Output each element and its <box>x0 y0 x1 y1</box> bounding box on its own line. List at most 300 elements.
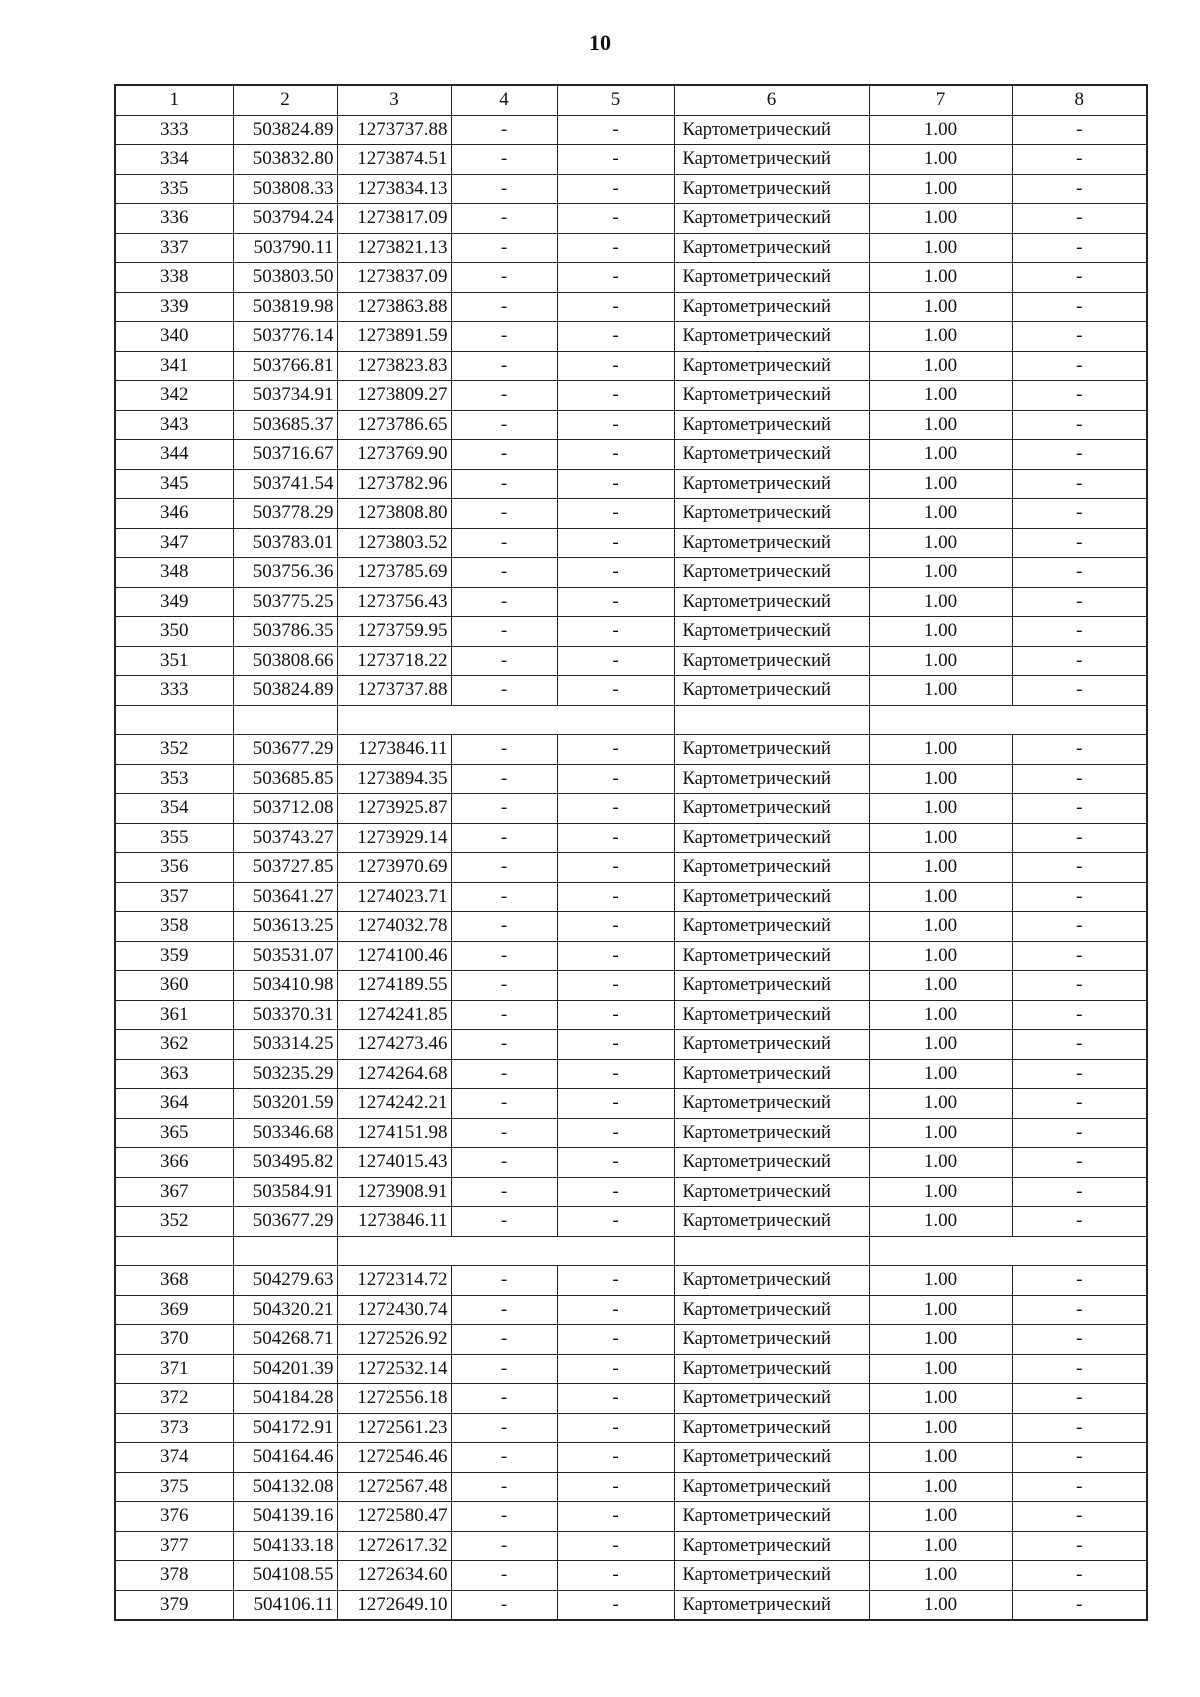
y-coordinate-cell: 1273785.69 <box>337 558 451 588</box>
col5-cell: - <box>557 499 674 529</box>
col8-cell: - <box>1012 1443 1147 1473</box>
method-cell: Картометрический <box>674 115 869 145</box>
col5-cell: - <box>557 823 674 853</box>
empty-cell <box>337 1236 674 1266</box>
point-number-cell: 374 <box>115 1443 233 1473</box>
method-cell: Картометрический <box>674 410 869 440</box>
method-cell: Картометрический <box>674 912 869 942</box>
col8-cell: - <box>1012 1118 1147 1148</box>
table-row <box>115 322 1147 352</box>
point-number-cell: 340 <box>115 322 233 352</box>
empty-cell <box>674 705 869 735</box>
col4-cell: - <box>451 882 557 912</box>
accuracy-cell: 1.00 <box>869 941 1012 971</box>
col4-cell: - <box>451 764 557 794</box>
point-number-cell: 378 <box>115 1561 233 1591</box>
column-header: 2 <box>233 85 337 115</box>
separator-row <box>115 1236 1147 1266</box>
table-row <box>115 853 1147 883</box>
table-row <box>115 499 1147 529</box>
method-cell: Картометрический <box>674 1207 869 1237</box>
col4-cell: - <box>451 1472 557 1502</box>
point-number-cell: 352 <box>115 1207 233 1237</box>
x-coordinate-cell: 503794.24 <box>233 204 337 234</box>
method-cell: Картометрический <box>674 1561 869 1591</box>
col8-cell: - <box>1012 115 1147 145</box>
col8-cell: - <box>1012 1502 1147 1532</box>
method-cell: Картометрический <box>674 1413 869 1443</box>
point-number-cell: 364 <box>115 1089 233 1119</box>
empty-cell <box>337 705 674 735</box>
accuracy-cell: 1.00 <box>869 558 1012 588</box>
method-cell: Картометрический <box>674 381 869 411</box>
y-coordinate-cell: 1273894.35 <box>337 764 451 794</box>
method-cell: Картометрический <box>674 1472 869 1502</box>
table-row <box>115 1443 1147 1473</box>
col4-cell: - <box>451 351 557 381</box>
accuracy-cell: 1.00 <box>869 1590 1012 1620</box>
col5-cell: - <box>557 1266 674 1296</box>
column-header: 4 <box>451 85 557 115</box>
table-row <box>115 1354 1147 1384</box>
col5-cell: - <box>557 1413 674 1443</box>
x-coordinate-cell: 503235.29 <box>233 1059 337 1089</box>
point-number-cell: 337 <box>115 233 233 263</box>
empty-cell <box>869 705 1147 735</box>
table-row <box>115 1561 1147 1591</box>
accuracy-cell: 1.00 <box>869 735 1012 765</box>
table-row <box>115 115 1147 145</box>
col8-cell: - <box>1012 1266 1147 1296</box>
table-row <box>115 263 1147 293</box>
method-cell: Картометрический <box>674 971 869 1001</box>
col8-cell: - <box>1012 1207 1147 1237</box>
y-coordinate-cell: 1273821.13 <box>337 233 451 263</box>
col8-cell: - <box>1012 587 1147 617</box>
empty-cell <box>869 1236 1147 1266</box>
x-coordinate-cell: 503410.98 <box>233 971 337 1001</box>
x-coordinate-cell: 504172.91 <box>233 1413 337 1443</box>
point-number-cell: 344 <box>115 440 233 470</box>
table-body <box>115 115 1147 1620</box>
method-cell: Картометрический <box>674 322 869 352</box>
x-coordinate-cell: 503370.31 <box>233 1000 337 1030</box>
col8-cell: - <box>1012 1590 1147 1620</box>
point-number-cell: 359 <box>115 941 233 971</box>
col5-cell: - <box>557 115 674 145</box>
y-coordinate-cell: 1273808.80 <box>337 499 451 529</box>
x-coordinate-cell: 503716.67 <box>233 440 337 470</box>
col4-cell: - <box>451 292 557 322</box>
accuracy-cell: 1.00 <box>869 1325 1012 1355</box>
point-number-cell: 362 <box>115 1030 233 1060</box>
col5-cell: - <box>557 263 674 293</box>
method-cell: Картометрический <box>674 351 869 381</box>
method-cell: Картометрический <box>674 735 869 765</box>
col4-cell: - <box>451 115 557 145</box>
x-coordinate-cell: 503778.29 <box>233 499 337 529</box>
col8-cell: - <box>1012 292 1147 322</box>
y-coordinate-cell: 1272580.47 <box>337 1502 451 1532</box>
col5-cell: - <box>557 1354 674 1384</box>
x-coordinate-cell: 503495.82 <box>233 1148 337 1178</box>
method-cell: Картометрический <box>674 499 869 529</box>
col8-cell: - <box>1012 263 1147 293</box>
y-coordinate-cell: 1274241.85 <box>337 1000 451 1030</box>
col5-cell: - <box>557 941 674 971</box>
column-header: 3 <box>337 85 451 115</box>
y-coordinate-cell: 1274273.46 <box>337 1030 451 1060</box>
x-coordinate-cell: 503741.54 <box>233 469 337 499</box>
point-number-cell: 339 <box>115 292 233 322</box>
accuracy-cell: 1.00 <box>869 853 1012 883</box>
col5-cell: - <box>557 174 674 204</box>
y-coordinate-cell: 1273925.87 <box>337 794 451 824</box>
method-cell: Картометрический <box>674 853 869 883</box>
point-number-cell: 342 <box>115 381 233 411</box>
x-coordinate-cell: 503766.81 <box>233 351 337 381</box>
col4-cell: - <box>451 1354 557 1384</box>
x-coordinate-cell: 503824.89 <box>233 115 337 145</box>
x-coordinate-cell: 503790.11 <box>233 233 337 263</box>
separator-row <box>115 705 1147 735</box>
x-coordinate-cell: 503201.59 <box>233 1089 337 1119</box>
y-coordinate-cell: 1272634.60 <box>337 1561 451 1591</box>
col5-cell: - <box>557 1207 674 1237</box>
col8-cell: - <box>1012 1325 1147 1355</box>
col5-cell: - <box>557 853 674 883</box>
table-row <box>115 1295 1147 1325</box>
method-cell: Картометрический <box>674 1295 869 1325</box>
col8-cell: - <box>1012 1059 1147 1089</box>
col8-cell: - <box>1012 233 1147 263</box>
col8-cell: - <box>1012 1413 1147 1443</box>
table-row <box>115 351 1147 381</box>
col5-cell: - <box>557 1059 674 1089</box>
col4-cell: - <box>451 1531 557 1561</box>
x-coordinate-cell: 503783.01 <box>233 528 337 558</box>
col4-cell: - <box>451 617 557 647</box>
accuracy-cell: 1.00 <box>869 204 1012 234</box>
table-row <box>115 1384 1147 1414</box>
y-coordinate-cell: 1274242.21 <box>337 1089 451 1119</box>
y-coordinate-cell: 1273834.13 <box>337 174 451 204</box>
point-number-cell: 343 <box>115 410 233 440</box>
accuracy-cell: 1.00 <box>869 587 1012 617</box>
col8-cell: - <box>1012 912 1147 942</box>
col5-cell: - <box>557 1089 674 1119</box>
col5-cell: - <box>557 1502 674 1532</box>
accuracy-cell: 1.00 <box>869 1354 1012 1384</box>
point-number-cell: 349 <box>115 587 233 617</box>
accuracy-cell: 1.00 <box>869 1207 1012 1237</box>
x-coordinate-cell: 504184.28 <box>233 1384 337 1414</box>
col5-cell: - <box>557 1384 674 1414</box>
table-row <box>115 381 1147 411</box>
point-number-cell: 370 <box>115 1325 233 1355</box>
col5-cell: - <box>557 1472 674 1502</box>
col4-cell: - <box>451 823 557 853</box>
table-row <box>115 469 1147 499</box>
method-cell: Картометрический <box>674 587 869 617</box>
column-header: 5 <box>557 85 674 115</box>
accuracy-cell: 1.00 <box>869 971 1012 1001</box>
accuracy-cell: 1.00 <box>869 1177 1012 1207</box>
col4-cell: - <box>451 1266 557 1296</box>
accuracy-cell: 1.00 <box>869 1384 1012 1414</box>
accuracy-cell: 1.00 <box>869 1295 1012 1325</box>
coordinates-table <box>114 84 1148 1621</box>
accuracy-cell: 1.00 <box>869 1118 1012 1148</box>
x-coordinate-cell: 503677.29 <box>233 735 337 765</box>
method-cell: Картометрический <box>674 1000 869 1030</box>
point-number-cell: 367 <box>115 1177 233 1207</box>
col4-cell: - <box>451 469 557 499</box>
accuracy-cell: 1.00 <box>869 528 1012 558</box>
point-number-cell: 377 <box>115 1531 233 1561</box>
accuracy-cell: 1.00 <box>869 1561 1012 1591</box>
accuracy-cell: 1.00 <box>869 617 1012 647</box>
point-number-cell: 341 <box>115 351 233 381</box>
method-cell: Картометрический <box>674 1177 869 1207</box>
col5-cell: - <box>557 735 674 765</box>
accuracy-cell: 1.00 <box>869 676 1012 706</box>
col5-cell: - <box>557 440 674 470</box>
method-cell: Картометрический <box>674 1059 869 1089</box>
col4-cell: - <box>451 1177 557 1207</box>
x-coordinate-cell: 503743.27 <box>233 823 337 853</box>
x-coordinate-cell: 504106.11 <box>233 1590 337 1620</box>
col4-cell: - <box>451 1502 557 1532</box>
col5-cell: - <box>557 587 674 617</box>
col4-cell: - <box>451 735 557 765</box>
col4-cell: - <box>451 381 557 411</box>
y-coordinate-cell: 1273782.96 <box>337 469 451 499</box>
x-coordinate-cell: 504268.71 <box>233 1325 337 1355</box>
accuracy-cell: 1.00 <box>869 322 1012 352</box>
table-row <box>115 941 1147 971</box>
table-row <box>115 882 1147 912</box>
col8-cell: - <box>1012 1472 1147 1502</box>
method-cell: Картометрический <box>674 528 869 558</box>
col5-cell: - <box>557 351 674 381</box>
col5-cell: - <box>557 971 674 1001</box>
point-number-cell: 360 <box>115 971 233 1001</box>
col4-cell: - <box>451 971 557 1001</box>
col8-cell: - <box>1012 351 1147 381</box>
accuracy-cell: 1.00 <box>869 794 1012 824</box>
method-cell: Картометрический <box>674 764 869 794</box>
col8-cell: - <box>1012 204 1147 234</box>
col4-cell: - <box>451 853 557 883</box>
x-coordinate-cell: 504132.08 <box>233 1472 337 1502</box>
y-coordinate-cell: 1272649.10 <box>337 1590 451 1620</box>
column-header: 8 <box>1012 85 1147 115</box>
accuracy-cell: 1.00 <box>869 1472 1012 1502</box>
table-row <box>115 676 1147 706</box>
y-coordinate-cell: 1273803.52 <box>337 528 451 558</box>
x-coordinate-cell: 504139.16 <box>233 1502 337 1532</box>
point-number-cell: 351 <box>115 646 233 676</box>
column-header: 1 <box>115 85 233 115</box>
col5-cell: - <box>557 410 674 440</box>
table-row <box>115 735 1147 765</box>
col8-cell: - <box>1012 882 1147 912</box>
col4-cell: - <box>451 1325 557 1355</box>
table-row <box>115 1059 1147 1089</box>
table-row <box>115 1118 1147 1148</box>
method-cell: Картометрический <box>674 1118 869 1148</box>
point-number-cell: 353 <box>115 764 233 794</box>
col8-cell: - <box>1012 617 1147 647</box>
col4-cell: - <box>451 1089 557 1119</box>
x-coordinate-cell: 503824.89 <box>233 676 337 706</box>
table-row <box>115 528 1147 558</box>
accuracy-cell: 1.00 <box>869 1413 1012 1443</box>
y-coordinate-cell: 1272567.48 <box>337 1472 451 1502</box>
y-coordinate-cell: 1273737.88 <box>337 676 451 706</box>
method-cell: Картометрический <box>674 1590 869 1620</box>
point-number-cell: 368 <box>115 1266 233 1296</box>
table-row <box>115 587 1147 617</box>
method-cell: Картометрический <box>674 1148 869 1178</box>
col8-cell: - <box>1012 558 1147 588</box>
method-cell: Картометрический <box>674 1384 869 1414</box>
x-coordinate-cell: 503531.07 <box>233 941 337 971</box>
table-row <box>115 1325 1147 1355</box>
point-number-cell: 354 <box>115 794 233 824</box>
accuracy-cell: 1.00 <box>869 1443 1012 1473</box>
method-cell: Картометрический <box>674 292 869 322</box>
table-row <box>115 823 1147 853</box>
col5-cell: - <box>557 292 674 322</box>
col8-cell: - <box>1012 1030 1147 1060</box>
method-cell: Картометрический <box>674 646 869 676</box>
col5-cell: - <box>557 912 674 942</box>
y-coordinate-cell: 1274264.68 <box>337 1059 451 1089</box>
point-number-cell: 376 <box>115 1502 233 1532</box>
x-coordinate-cell: 503734.91 <box>233 381 337 411</box>
y-coordinate-cell: 1273891.59 <box>337 322 451 352</box>
table-row <box>115 1413 1147 1443</box>
col4-cell: - <box>451 174 557 204</box>
method-cell: Картометрический <box>674 676 869 706</box>
empty-cell <box>115 705 233 735</box>
y-coordinate-cell: 1273756.43 <box>337 587 451 617</box>
y-coordinate-cell: 1273970.69 <box>337 853 451 883</box>
col4-cell: - <box>451 1148 557 1178</box>
col5-cell: - <box>557 1030 674 1060</box>
col8-cell: - <box>1012 1561 1147 1591</box>
accuracy-cell: 1.00 <box>869 233 1012 263</box>
col5-cell: - <box>557 469 674 499</box>
y-coordinate-cell: 1272546.46 <box>337 1443 451 1473</box>
x-coordinate-cell: 503641.27 <box>233 882 337 912</box>
col4-cell: - <box>451 794 557 824</box>
point-number-cell: 369 <box>115 1295 233 1325</box>
col5-cell: - <box>557 145 674 175</box>
col8-cell: - <box>1012 735 1147 765</box>
table-row <box>115 646 1147 676</box>
column-header: 7 <box>869 85 1012 115</box>
col5-cell: - <box>557 882 674 912</box>
method-cell: Картометрический <box>674 263 869 293</box>
col8-cell: - <box>1012 646 1147 676</box>
x-coordinate-cell: 503677.29 <box>233 1207 337 1237</box>
col4-cell: - <box>451 1443 557 1473</box>
point-number-cell: 373 <box>115 1413 233 1443</box>
point-number-cell: 334 <box>115 145 233 175</box>
col8-cell: - <box>1012 823 1147 853</box>
col5-cell: - <box>557 1177 674 1207</box>
col5-cell: - <box>557 528 674 558</box>
x-coordinate-cell: 503756.36 <box>233 558 337 588</box>
accuracy-cell: 1.00 <box>869 351 1012 381</box>
y-coordinate-cell: 1273823.83 <box>337 351 451 381</box>
point-number-cell: 355 <box>115 823 233 853</box>
x-coordinate-cell: 503775.25 <box>233 587 337 617</box>
y-coordinate-cell: 1273846.11 <box>337 1207 451 1237</box>
col4-cell: - <box>451 1384 557 1414</box>
col8-cell: - <box>1012 381 1147 411</box>
point-number-cell: 361 <box>115 1000 233 1030</box>
col5-cell: - <box>557 381 674 411</box>
method-cell: Картометрический <box>674 233 869 263</box>
table-row <box>115 410 1147 440</box>
y-coordinate-cell: 1273718.22 <box>337 646 451 676</box>
point-number-cell: 371 <box>115 1354 233 1384</box>
method-cell: Картометрический <box>674 558 869 588</box>
x-coordinate-cell: 504320.21 <box>233 1295 337 1325</box>
col8-cell: - <box>1012 941 1147 971</box>
column-header: 6 <box>674 85 869 115</box>
y-coordinate-cell: 1274023.71 <box>337 882 451 912</box>
col5-cell: - <box>557 646 674 676</box>
table-row <box>115 558 1147 588</box>
table-row <box>115 912 1147 942</box>
col5-cell: - <box>557 1148 674 1178</box>
accuracy-cell: 1.00 <box>869 1148 1012 1178</box>
col5-cell: - <box>557 233 674 263</box>
table-row <box>115 292 1147 322</box>
col4-cell: - <box>451 587 557 617</box>
page-number: 10 <box>589 30 611 55</box>
col8-cell: - <box>1012 971 1147 1001</box>
col8-cell: - <box>1012 499 1147 529</box>
y-coordinate-cell: 1273759.95 <box>337 617 451 647</box>
method-cell: Картометрический <box>674 469 869 499</box>
x-coordinate-cell: 503808.66 <box>233 646 337 676</box>
table-row <box>115 1148 1147 1178</box>
table-row <box>115 1472 1147 1502</box>
col4-cell: - <box>451 558 557 588</box>
accuracy-cell: 1.00 <box>869 1059 1012 1089</box>
col8-cell: - <box>1012 174 1147 204</box>
point-number-cell: 335 <box>115 174 233 204</box>
accuracy-cell: 1.00 <box>869 912 1012 942</box>
col5-cell: - <box>557 204 674 234</box>
accuracy-cell: 1.00 <box>869 410 1012 440</box>
x-coordinate-cell: 503786.35 <box>233 617 337 647</box>
x-coordinate-cell: 503712.08 <box>233 794 337 824</box>
table-row <box>115 1207 1147 1237</box>
table-row <box>115 204 1147 234</box>
col8-cell: - <box>1012 1089 1147 1119</box>
method-cell: Картометрический <box>674 1502 869 1532</box>
point-number-cell: 363 <box>115 1059 233 1089</box>
y-coordinate-cell: 1273846.11 <box>337 735 451 765</box>
col4-cell: - <box>451 1030 557 1060</box>
